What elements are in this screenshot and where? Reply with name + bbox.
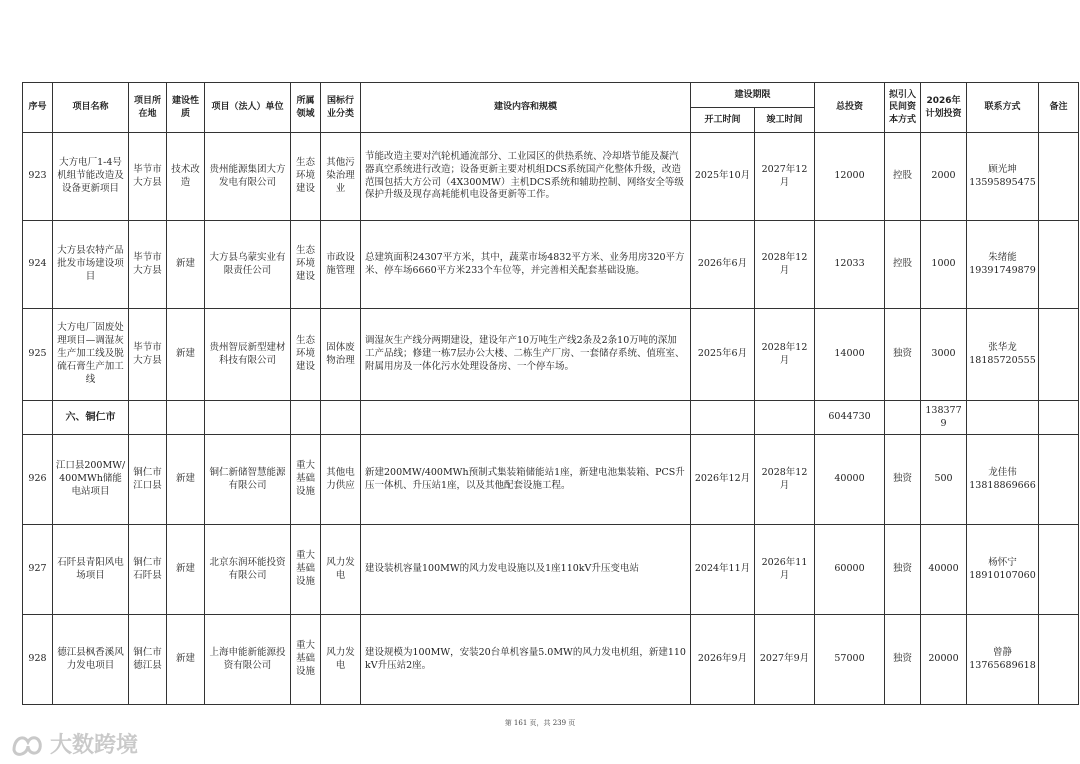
- cell-industry: 其他电力供应: [321, 435, 361, 525]
- cell-industry: 风力发电: [321, 525, 361, 615]
- contact-phone: 13818869666: [969, 479, 1036, 491]
- cell-start: 2026年12月: [691, 435, 755, 525]
- cell-invest: 12033: [815, 221, 885, 309]
- header-field: 所属领域: [291, 83, 321, 133]
- cell-nature: 新建: [167, 435, 205, 525]
- section-empty-cell: [167, 401, 205, 435]
- cell-seq: 928: [23, 615, 53, 705]
- cell-end: 2027年9月: [755, 615, 815, 705]
- header-unit: 项目（法人）单位: [205, 83, 291, 133]
- contact-name: 龙佳伟: [988, 466, 1017, 478]
- cell-capital: 独资: [885, 615, 921, 705]
- brand-logo-icon: [10, 730, 46, 758]
- header-row: [23, 83, 1079, 108]
- cell-nature: 技术改造: [167, 133, 205, 221]
- cell-contact: [967, 309, 1039, 401]
- cell-invest: 60000: [815, 525, 885, 615]
- header-plan2026: 2026年计划投资: [921, 83, 967, 133]
- cell-contact: [967, 133, 1039, 221]
- table-row: [23, 133, 1079, 221]
- cell-location: 铜仁市石阡县: [129, 525, 167, 615]
- cell-field: 重大基础设施: [291, 525, 321, 615]
- cell-seq: 923: [23, 133, 53, 221]
- contact-phone: 18185720555: [969, 354, 1036, 366]
- cell-name: 江口县200MW/400MWh储能电站项目: [53, 435, 129, 525]
- section-title: 六、铜仁市: [53, 401, 129, 435]
- section-empty-cell: [755, 401, 815, 435]
- cell-seq: 927: [23, 525, 53, 615]
- cell-invest: 12000: [815, 133, 885, 221]
- cell-content: 新建200MW/400MWh预制式集装箱储能站1座，新建电池集装箱、PCS升压一体机、升压站1座，以及其他配套设施工程。: [361, 435, 691, 525]
- cell-capital: 独资: [885, 435, 921, 525]
- cell-end: 2028年12月: [755, 221, 815, 309]
- cell-seq: 924: [23, 221, 53, 309]
- cell-plan2026: 1000: [921, 221, 967, 309]
- cell-location: 铜仁市江口县: [129, 435, 167, 525]
- cell-unit: 上海申能新能源投资有限公司: [205, 615, 291, 705]
- contact-name: 张华龙: [988, 341, 1017, 353]
- cell-nature: 新建: [167, 525, 205, 615]
- cell-capital: 控股: [885, 133, 921, 221]
- table-row: [23, 435, 1079, 525]
- header-name: 项目名称: [53, 83, 129, 133]
- cell-start: 2025年10月: [691, 133, 755, 221]
- table-row: [23, 615, 1079, 705]
- cell-nature: 新建: [167, 309, 205, 401]
- contact-phone: 18910107060: [969, 569, 1036, 581]
- header-period: 建设期限: [691, 83, 815, 108]
- table-row: [23, 309, 1079, 401]
- cell-capital: 独资: [885, 525, 921, 615]
- cell-remark: [1039, 221, 1079, 309]
- section-plan2026: 1383779: [921, 401, 967, 435]
- contact-phone: 13765689618: [969, 659, 1036, 671]
- header-nature: 建设性质: [167, 83, 205, 133]
- cell-invest: 57000: [815, 615, 885, 705]
- section-row: [23, 401, 1079, 435]
- cell-field: 生态环境建设: [291, 309, 321, 401]
- cell-field: 重大基础设施: [291, 435, 321, 525]
- section-empty-cell: [129, 401, 167, 435]
- cell-contact: [967, 615, 1039, 705]
- header-contact: 联系方式: [967, 83, 1039, 133]
- cell-industry: 市政设施管理: [321, 221, 361, 309]
- cell-unit: 大方县乌蒙实业有限责任公司: [205, 221, 291, 309]
- cell-plan2026: 20000: [921, 615, 967, 705]
- cell-capital: 独资: [885, 309, 921, 401]
- cell-start: 2026年6月: [691, 221, 755, 309]
- section-invest: 6044730: [815, 401, 885, 435]
- header-location: 项目所在地: [129, 83, 167, 133]
- cell-capital: 控股: [885, 221, 921, 309]
- cell-invest: 40000: [815, 435, 885, 525]
- cell-plan2026: 3000: [921, 309, 967, 401]
- section-seq-cell: [23, 401, 53, 435]
- cell-unit: 北京东润环能投资有限公司: [205, 525, 291, 615]
- cell-content: 建设装机容量100MW的风力发电设施以及1座110kV升压变电站: [361, 525, 691, 615]
- cell-plan2026: 40000: [921, 525, 967, 615]
- cell-end: 2026年11月: [755, 525, 815, 615]
- contact-name: 杨怀宁: [988, 556, 1017, 568]
- cell-seq: 925: [23, 309, 53, 401]
- cell-plan2026: 500: [921, 435, 967, 525]
- cell-invest: 14000: [815, 309, 885, 401]
- watermark-text: 大数跨境: [50, 733, 139, 758]
- section-empty-cell: [291, 401, 321, 435]
- cell-content: 调湿灰生产线分两期建设，建设年产10万吨生产线2条及2条10万吨的深加工产品线；修建一栋7层办公大楼、二栋生产厂房、一套储存系统、值班室、附属用房及一体化污水处理设备房、一个停车场。: [361, 309, 691, 401]
- project-table: [22, 82, 1079, 705]
- contact-name: 顾光坤: [988, 163, 1017, 175]
- cell-name: 大方县农特产品批发市场建设项目: [53, 221, 129, 309]
- cell-remark: [1039, 309, 1079, 401]
- cell-location: 毕节市大方县: [129, 221, 167, 309]
- watermark: [10, 728, 138, 759]
- cell-start: 2024年11月: [691, 525, 755, 615]
- section-empty-cell: [361, 401, 691, 435]
- cell-contact: [967, 435, 1039, 525]
- section-empty-cell: [691, 401, 755, 435]
- cell-contact: [967, 525, 1039, 615]
- cell-industry: 固体废物治理: [321, 309, 361, 401]
- header-content: 建设内容和规模: [361, 83, 691, 133]
- section-empty-cell: [205, 401, 291, 435]
- header-start: 开工时间: [691, 108, 755, 133]
- cell-end: 2028年12月: [755, 309, 815, 401]
- cell-unit: 铜仁新储智慧能源有限公司: [205, 435, 291, 525]
- cell-start: 2026年9月: [691, 615, 755, 705]
- section-empty-cell: [321, 401, 361, 435]
- table-row: [23, 221, 1079, 309]
- cell-remark: [1039, 133, 1079, 221]
- cell-location: 铜仁市德江县: [129, 615, 167, 705]
- cell-nature: 新建: [167, 615, 205, 705]
- cell-unit: 贵州智辰新型建材科技有限公司: [205, 309, 291, 401]
- cell-remark: [1039, 525, 1079, 615]
- header-end: 竣工时间: [755, 108, 815, 133]
- cell-end: 2028年12月: [755, 435, 815, 525]
- cell-name: 石阡县青阳风电场项目: [53, 525, 129, 615]
- contact-phone: 19391749879: [969, 264, 1036, 276]
- cell-contact: [967, 221, 1039, 309]
- cell-start: 2025年6月: [691, 309, 755, 401]
- cell-industry: 其他污染治理业: [321, 133, 361, 221]
- section-empty-cell: [1039, 401, 1079, 435]
- cell-unit: 贵州能源集团大方发电有限公司: [205, 133, 291, 221]
- contact-name: 朱绪能: [988, 251, 1017, 263]
- header-remark: 备注: [1039, 83, 1079, 133]
- section-empty-cell: [967, 401, 1039, 435]
- header-capital: 拟引入民间资本方式: [885, 83, 921, 133]
- cell-remark: [1039, 615, 1079, 705]
- contact-name: 曾静: [993, 646, 1013, 658]
- cell-content: 总建筑面积24307平方米，其中，蔬菜市场4832平方米、业务用房320平方米、停车场6660平方米233个车位等，并完善相关配套基础设施。: [361, 221, 691, 309]
- page-footer: 第 161 页，共 239 页: [504, 719, 576, 727]
- cell-plan2026: 2000: [921, 133, 967, 221]
- cell-name: 大方电厂固废处理项目—调湿灰生产加工线及脱硫石膏生产加工线: [53, 309, 129, 401]
- cell-location: 毕节市大方县: [129, 133, 167, 221]
- cell-remark: [1039, 435, 1079, 525]
- cell-field: 生态环境建设: [291, 133, 321, 221]
- cell-name: 大方电厂1-4号机组节能改造及设备更新项目: [53, 133, 129, 221]
- cell-end: 2027年12月: [755, 133, 815, 221]
- cell-industry: 风力发电: [321, 615, 361, 705]
- cell-seq: 926: [23, 435, 53, 525]
- cell-name: 德江县枫香溪风力发电项目: [53, 615, 129, 705]
- table-row: [23, 525, 1079, 615]
- cell-content: 建设规模为100MW，安装20台单机容量5.0MW的风力发电机组，新建110kV升压站2座。: [361, 615, 691, 705]
- header-seq: 序号: [23, 83, 53, 133]
- header-invest: 总投资: [815, 83, 885, 133]
- contact-phone: 13595895475: [969, 176, 1036, 188]
- cell-field: 生态环境建设: [291, 221, 321, 309]
- cell-nature: 新建: [167, 221, 205, 309]
- cell-content: 节能改造主要对汽轮机通流部分、工业园区的供热系统、冷却塔节能及凝汽器真空系统进行改造；设备更新主要对机组DCS系统国产化整体升级，改造范围包括大方公司（4X300MW）主机DCS系统和辅助控制、网络安全等级保护升级及现存高耗能机电设备更新等工作。: [361, 133, 691, 221]
- cell-field: 重大基础设施: [291, 615, 321, 705]
- section-empty-cell: [885, 401, 921, 435]
- header-industry: 国标行业分类: [321, 83, 361, 133]
- cell-location: 毕节市大方县: [129, 309, 167, 401]
